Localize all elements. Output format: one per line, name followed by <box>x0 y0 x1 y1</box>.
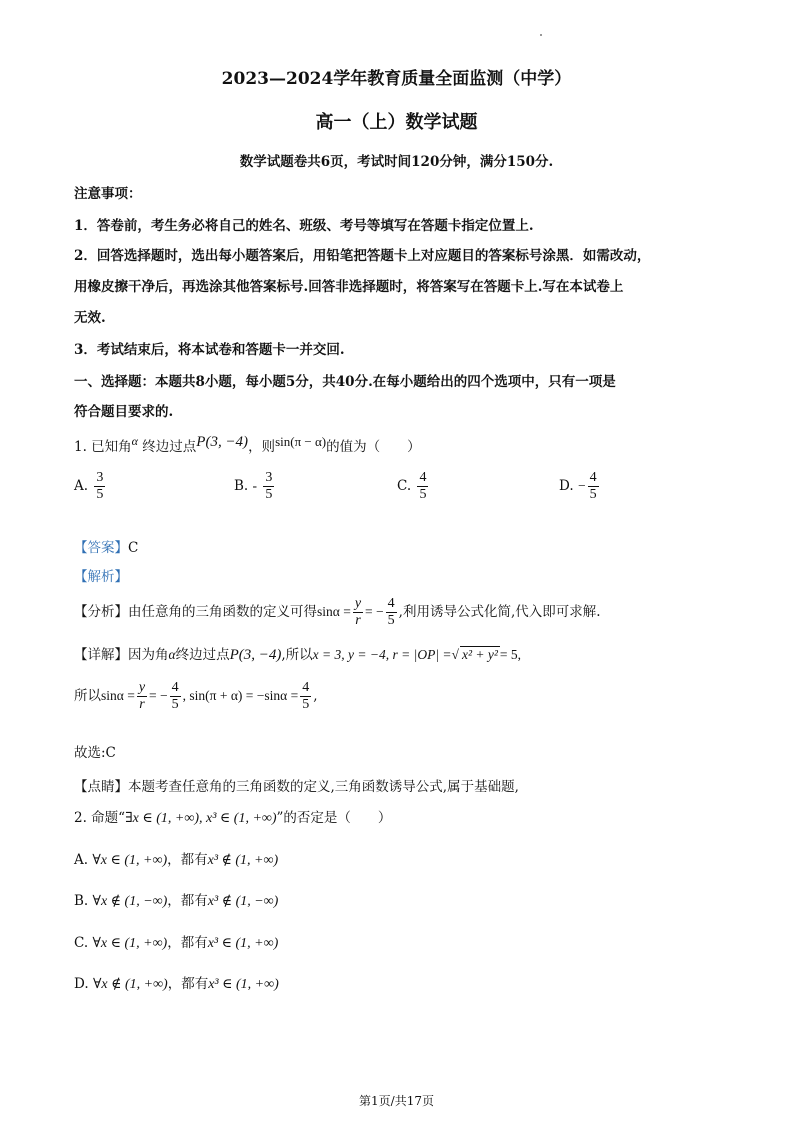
exam-subtitle: 高一（上）数学试题 <box>315 112 478 133</box>
section-1-line-2: 符合题目要求的. <box>74 404 174 420</box>
q1-therefore: 所以sinα = $\frac{y}{r}$ = − $\frac{4}{5}$ , sin(π + α) = −sinα = $\frac{4}{5}$ , <box>74 680 318 713</box>
exam-title: 2023—2024学年教育质量全面监测（中学） <box>221 69 572 89</box>
q2-option-b: B. ∀x ∉ (1, −∞)，都有x³ ∉ (1, −∞) <box>74 893 279 909</box>
scan-speck <box>540 34 542 36</box>
note-2-line-2: 用橡皮擦干净后，再选涂其他答案标号.回答非选择题时，将答案写在答题卡上.写在本试卷上 <box>74 279 624 295</box>
section-1-line-1: 一、选择题：本题共8小题，每小题5分，共40分.在每小题给出的四个选项中，只有一项是 <box>74 374 616 390</box>
exam-info: 数学试题卷共6页，考试时间120分钟，满分150分. <box>239 154 554 170</box>
q2-option-d: D. ∀x ∉ (1, +∞)，都有x³ ∈ (1, +∞) <box>74 976 279 992</box>
q2-option-c: C. ∀x ∈ (1, +∞)，都有x³ ∈ (1, +∞) <box>74 935 279 951</box>
q1-answer: 【答案】C <box>74 540 139 556</box>
page-footer: 第1页/共17页 <box>359 1094 434 1108</box>
question-2-stem: 2. 命题“∃x ∈ (1, +∞), x³ ∈ (1, +∞)”的否定是（ ） <box>74 810 392 826</box>
note-1: 1．答卷前，考生务必将自己的姓名、班级、考号等填写在答题卡指定位置上. <box>74 218 534 234</box>
note-2-line-3: 无效. <box>74 310 106 326</box>
q1-xiangjie: 【详解】因为角α终边过点P(3, −4),所以x = 3, y = −4, r = |OP| =√ x² + y² = 5, <box>74 647 522 663</box>
q2-option-a: A. ∀x ∈ (1, +∞)，都有x³ ∉ (1, +∞) <box>74 852 279 868</box>
question-1-stem: 1. 已知角α 终边过点P(3, −4)，则sin(π − α)的值为（ ） <box>74 434 421 455</box>
q1-option-a: A. $\frac{3}{5}$ <box>74 470 104 503</box>
q1-dianjing: 【点睛】本题考查任意角的三角函数的定义,三角函数诱导公式,属于基础题, <box>74 779 519 795</box>
q1-choice: 故选:C <box>74 745 116 761</box>
q1-option-c: C. $\frac{4}{5}$ <box>397 470 427 503</box>
note-3: 3．考试结束后，将本试卷和答题卡一并交回. <box>74 342 345 358</box>
q1-option-b: B. - $\frac{3}{5}$ <box>234 470 273 503</box>
q1-analysis-tag: 【解析】 <box>74 569 128 585</box>
note-2-line-1: 2．回答选择题时，选出每小题答案后，用铅笔把答题卡上对应题目的答案标号涂黑．如需改动， <box>74 248 651 264</box>
notes-heading: 注意事项： <box>74 186 142 202</box>
q1-fenxi: 【分析】由任意角的三角函数的定义可得sinα = $\frac{y}{r}$ = − $\frac{4}{5}$ ,利用诱导公式化简,代入即可求解. <box>74 596 601 629</box>
q1-option-d: D. − $\frac{4}{5}$ <box>559 470 597 503</box>
